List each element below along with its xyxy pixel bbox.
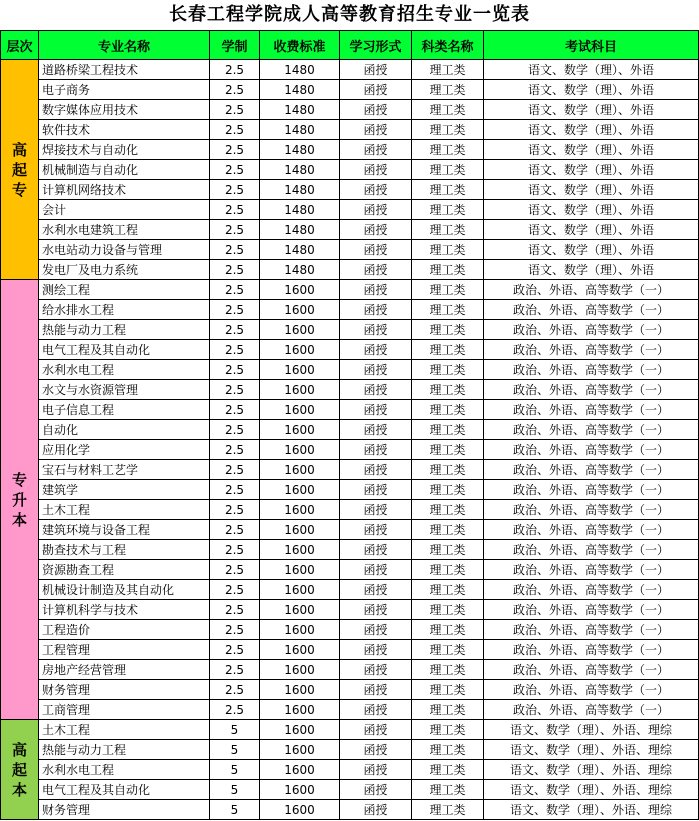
- table-row: [1, 580, 699, 600]
- major-name-cell: 水文与水资源管理: [39, 380, 210, 400]
- exam-subjects-cell: 政治、外语、高等数学（一）: [484, 620, 699, 640]
- major-name-cell: 水利水电建筑工程: [39, 220, 210, 240]
- duration-cell: 5: [210, 800, 260, 820]
- fee-cell: 1480: [260, 260, 340, 280]
- category-cell: 理工类: [412, 360, 484, 380]
- category-cell: 理工类: [412, 740, 484, 760]
- category-cell: 理工类: [412, 520, 484, 540]
- study-mode-cell: 函授: [340, 260, 412, 280]
- major-name-cell: 电子商务: [39, 80, 210, 100]
- duration-cell: 2.5: [210, 420, 260, 440]
- table-row: [1, 600, 699, 620]
- table-row: [1, 500, 699, 520]
- fee-cell: 1600: [260, 340, 340, 360]
- exam-subjects-cell: 政治、外语、高等数学（一）: [484, 540, 699, 560]
- exam-subjects-cell: 语文、数学（理）、外语、理综: [484, 780, 699, 800]
- study-mode-cell: 函授: [340, 760, 412, 780]
- category-cell: 理工类: [412, 240, 484, 260]
- major-name-cell: 测绘工程: [39, 280, 210, 300]
- category-cell: 理工类: [412, 380, 484, 400]
- category-cell: 理工类: [412, 140, 484, 160]
- duration-cell: 2.5: [210, 540, 260, 560]
- exam-subjects-cell: 政治、外语、高等数学（一）: [484, 400, 699, 420]
- duration-cell: 2.5: [210, 580, 260, 600]
- level-zhuan-sheng-ben: [1, 280, 39, 720]
- duration-cell: 2.5: [210, 680, 260, 700]
- fee-cell: 1600: [260, 520, 340, 540]
- table-row: [1, 800, 699, 820]
- category-cell: 理工类: [412, 800, 484, 820]
- duration-cell: 2.5: [210, 320, 260, 340]
- table-row: [1, 300, 699, 320]
- exam-subjects-cell: 语文、数学（理）、外语: [484, 260, 699, 280]
- study-mode-cell: 函授: [340, 520, 412, 540]
- header-exam-subjects: 考试科目: [484, 31, 699, 60]
- level-gao-qi-ben: [1, 720, 39, 820]
- level-label: 高起专: [11, 140, 27, 199]
- major-name-cell: 机械制造与自动化: [39, 160, 210, 180]
- category-cell: 理工类: [412, 600, 484, 620]
- study-mode-cell: 函授: [340, 660, 412, 680]
- header-major-name: 专业名称: [39, 31, 210, 60]
- study-mode-cell: 函授: [340, 80, 412, 100]
- exam-subjects-cell: 政治、外语、高等数学（一）: [484, 460, 699, 480]
- exam-subjects-cell: 语文、数学（理）、外语: [484, 60, 699, 80]
- table-row: [1, 460, 699, 480]
- study-mode-cell: 函授: [340, 560, 412, 580]
- exam-subjects-cell: 语文、数学（理）、外语: [484, 80, 699, 100]
- category-cell: 理工类: [412, 160, 484, 180]
- category-cell: 理工类: [412, 60, 484, 80]
- exam-subjects-cell: 政治、外语、高等数学（一）: [484, 280, 699, 300]
- study-mode-cell: 函授: [340, 220, 412, 240]
- table-row: [1, 220, 699, 240]
- table-row: [1, 360, 699, 380]
- major-name-cell: 应用化学: [39, 440, 210, 460]
- fee-cell: 1600: [260, 360, 340, 380]
- majors-table: [0, 30, 699, 820]
- duration-cell: 2.5: [210, 620, 260, 640]
- major-name-cell: 计算机网络技术: [39, 180, 210, 200]
- study-mode-cell: 函授: [340, 680, 412, 700]
- category-cell: 理工类: [412, 80, 484, 100]
- study-mode-cell: 函授: [340, 320, 412, 340]
- exam-subjects-cell: 语文、数学（理）、外语、理综: [484, 740, 699, 760]
- table-row: [1, 280, 699, 300]
- study-mode-cell: 函授: [340, 160, 412, 180]
- table-row: [1, 720, 699, 740]
- category-cell: 理工类: [412, 440, 484, 460]
- duration-cell: 2.5: [210, 400, 260, 420]
- major-name-cell: 自动化: [39, 420, 210, 440]
- fee-cell: 1600: [260, 640, 340, 660]
- fee-cell: 1600: [260, 600, 340, 620]
- major-name-cell: 电气工程及其自动化: [39, 780, 210, 800]
- fee-cell: 1600: [260, 420, 340, 440]
- table-row: [1, 120, 699, 140]
- header-row: [1, 31, 699, 60]
- category-cell: 理工类: [412, 620, 484, 640]
- fee-cell: 1600: [260, 300, 340, 320]
- major-name-cell: 计算机科学与技术: [39, 600, 210, 620]
- table-row: [1, 760, 699, 780]
- duration-cell: 2.5: [210, 200, 260, 220]
- major-name-cell: 工程管理: [39, 640, 210, 660]
- duration-cell: 2.5: [210, 80, 260, 100]
- study-mode-cell: 函授: [340, 780, 412, 800]
- study-mode-cell: 函授: [340, 340, 412, 360]
- table-row: [1, 740, 699, 760]
- level-label: 专升本: [11, 470, 27, 529]
- table-row: [1, 660, 699, 680]
- major-name-cell: 资源勘查工程: [39, 560, 210, 580]
- duration-cell: 2.5: [210, 520, 260, 540]
- study-mode-cell: 函授: [340, 300, 412, 320]
- table-row: [1, 480, 699, 500]
- exam-subjects-cell: 语文、数学（理）、外语、理综: [484, 720, 699, 740]
- exam-subjects-cell: 政治、外语、高等数学（一）: [484, 440, 699, 460]
- fee-cell: 1600: [260, 320, 340, 340]
- study-mode-cell: 函授: [340, 720, 412, 740]
- major-name-cell: 电子信息工程: [39, 400, 210, 420]
- major-name-cell: 数字媒体应用技术: [39, 100, 210, 120]
- study-mode-cell: 函授: [340, 740, 412, 760]
- fee-cell: 1600: [260, 760, 340, 780]
- category-cell: 理工类: [412, 560, 484, 580]
- duration-cell: 2.5: [210, 120, 260, 140]
- table-row: [1, 60, 699, 80]
- header-study-mode: 学习形式: [340, 31, 412, 60]
- fee-cell: 1600: [260, 660, 340, 680]
- exam-subjects-cell: 政治、外语、高等数学（一）: [484, 560, 699, 580]
- table-row: [1, 440, 699, 460]
- major-name-cell: 工程造价: [39, 620, 210, 640]
- category-cell: 理工类: [412, 200, 484, 220]
- duration-cell: 2.5: [210, 360, 260, 380]
- table-row: [1, 340, 699, 360]
- level-gao-qi-zhuan: [1, 60, 39, 280]
- fee-cell: 1600: [260, 680, 340, 700]
- fee-cell: 1600: [260, 620, 340, 640]
- duration-cell: 2.5: [210, 240, 260, 260]
- fee-cell: 1600: [260, 500, 340, 520]
- major-name-cell: 水利水电工程: [39, 760, 210, 780]
- fee-cell: 1600: [260, 480, 340, 500]
- fee-cell: 1480: [260, 140, 340, 160]
- fee-cell: 1600: [260, 440, 340, 460]
- fee-cell: 1600: [260, 720, 340, 740]
- duration-cell: 2.5: [210, 280, 260, 300]
- exam-subjects-cell: 政治、外语、高等数学（一）: [484, 680, 699, 700]
- page-title: 长春工程学院成人高等教育招生专业一览表: [169, 4, 530, 25]
- major-name-cell: 财务管理: [39, 680, 210, 700]
- table-row: [1, 240, 699, 260]
- table-row: [1, 100, 699, 120]
- study-mode-cell: 函授: [340, 640, 412, 660]
- major-name-cell: 给水排水工程: [39, 300, 210, 320]
- category-cell: 理工类: [412, 180, 484, 200]
- duration-cell: 2.5: [210, 260, 260, 280]
- table-row: [1, 640, 699, 660]
- exam-subjects-cell: 语文、数学（理）、外语: [484, 220, 699, 240]
- exam-subjects-cell: 政治、外语、高等数学（一）: [484, 580, 699, 600]
- study-mode-cell: 函授: [340, 200, 412, 220]
- category-cell: 理工类: [412, 480, 484, 500]
- study-mode-cell: 函授: [340, 240, 412, 260]
- study-mode-cell: 函授: [340, 440, 412, 460]
- fee-cell: 1600: [260, 540, 340, 560]
- fee-cell: 1480: [260, 120, 340, 140]
- duration-cell: 2.5: [210, 480, 260, 500]
- study-mode-cell: 函授: [340, 700, 412, 720]
- duration-cell: 2.5: [210, 340, 260, 360]
- duration-cell: 5: [210, 740, 260, 760]
- major-name-cell: 宝石与材料工艺学: [39, 460, 210, 480]
- category-cell: 理工类: [412, 220, 484, 240]
- exam-subjects-cell: 政治、外语、高等数学（一）: [484, 700, 699, 720]
- major-name-cell: 水电站动力设备与管理: [39, 240, 210, 260]
- major-name-cell: 建筑环境与设备工程: [39, 520, 210, 540]
- exam-subjects-cell: 政治、外语、高等数学（一）: [484, 500, 699, 520]
- major-name-cell: 发电厂及电力系统: [39, 260, 210, 280]
- study-mode-cell: 函授: [340, 100, 412, 120]
- category-cell: 理工类: [412, 500, 484, 520]
- duration-cell: 2.5: [210, 460, 260, 480]
- duration-cell: 2.5: [210, 600, 260, 620]
- fee-cell: 1600: [260, 560, 340, 580]
- duration-cell: 2.5: [210, 500, 260, 520]
- duration-cell: 2.5: [210, 300, 260, 320]
- exam-subjects-cell: 政治、外语、高等数学（一）: [484, 660, 699, 680]
- study-mode-cell: 函授: [340, 180, 412, 200]
- exam-subjects-cell: 政治、外语、高等数学（一）: [484, 360, 699, 380]
- category-cell: 理工类: [412, 760, 484, 780]
- exam-subjects-cell: 政治、外语、高等数学（一）: [484, 300, 699, 320]
- table-row: [1, 260, 699, 280]
- duration-cell: 2.5: [210, 440, 260, 460]
- fee-cell: 1480: [260, 80, 340, 100]
- category-cell: 理工类: [412, 720, 484, 740]
- study-mode-cell: 函授: [340, 280, 412, 300]
- fee-cell: 1600: [260, 800, 340, 820]
- exam-subjects-cell: 语文、数学（理）、外语: [484, 180, 699, 200]
- table-row: [1, 540, 699, 560]
- study-mode-cell: 函授: [340, 140, 412, 160]
- exam-subjects-cell: 政治、外语、高等数学（一）: [484, 640, 699, 660]
- study-mode-cell: 函授: [340, 460, 412, 480]
- exam-subjects-cell: 政治、外语、高等数学（一）: [484, 420, 699, 440]
- fee-cell: 1480: [260, 220, 340, 240]
- duration-cell: 2.5: [210, 160, 260, 180]
- fee-cell: 1480: [260, 160, 340, 180]
- exam-subjects-cell: 语文、数学（理）、外语、理综: [484, 760, 699, 780]
- fee-cell: 1600: [260, 580, 340, 600]
- study-mode-cell: 函授: [340, 600, 412, 620]
- table-row: [1, 620, 699, 640]
- category-cell: 理工类: [412, 280, 484, 300]
- study-mode-cell: 函授: [340, 120, 412, 140]
- table-row: [1, 560, 699, 580]
- table-row: [1, 180, 699, 200]
- duration-cell: 2.5: [210, 380, 260, 400]
- fee-cell: 1480: [260, 60, 340, 80]
- major-name-cell: 道路桥梁工程技术: [39, 60, 210, 80]
- study-mode-cell: 函授: [340, 60, 412, 80]
- exam-subjects-cell: 语文、数学（理）、外语、理综: [484, 800, 699, 820]
- major-name-cell: 机械设计制造及其自动化: [39, 580, 210, 600]
- fee-cell: 1600: [260, 780, 340, 800]
- header-duration: 学制: [210, 31, 260, 60]
- major-name-cell: 土木工程: [39, 500, 210, 520]
- study-mode-cell: 函授: [340, 420, 412, 440]
- exam-subjects-cell: 政治、外语、高等数学（一）: [484, 600, 699, 620]
- header-category: 科类名称: [412, 31, 484, 60]
- fee-cell: 1480: [260, 200, 340, 220]
- duration-cell: 2.5: [210, 180, 260, 200]
- major-name-cell: 热能与动力工程: [39, 320, 210, 340]
- table-row: [1, 200, 699, 220]
- category-cell: 理工类: [412, 700, 484, 720]
- category-cell: 理工类: [412, 340, 484, 360]
- major-name-cell: 财务管理: [39, 800, 210, 820]
- major-name-cell: 土木工程: [39, 720, 210, 740]
- duration-cell: 2.5: [210, 60, 260, 80]
- duration-cell: 2.5: [210, 140, 260, 160]
- category-cell: 理工类: [412, 300, 484, 320]
- major-name-cell: 工商管理: [39, 700, 210, 720]
- duration-cell: 2.5: [210, 700, 260, 720]
- study-mode-cell: 函授: [340, 620, 412, 640]
- table-row: [1, 140, 699, 160]
- table-row: [1, 520, 699, 540]
- category-cell: 理工类: [412, 640, 484, 660]
- study-mode-cell: 函授: [340, 500, 412, 520]
- major-name-cell: 电气工程及其自动化: [39, 340, 210, 360]
- fee-cell: 1600: [260, 460, 340, 480]
- exam-subjects-cell: 政治、外语、高等数学（一）: [484, 320, 699, 340]
- table-body: [1, 60, 699, 820]
- major-name-cell: 焊接技术与自动化: [39, 140, 210, 160]
- fee-cell: 1600: [260, 380, 340, 400]
- header-fee: 收费标准: [260, 31, 340, 60]
- fee-cell: 1480: [260, 100, 340, 120]
- category-cell: 理工类: [412, 540, 484, 560]
- study-mode-cell: 函授: [340, 360, 412, 380]
- exam-subjects-cell: 语文、数学（理）、外语: [484, 240, 699, 260]
- major-name-cell: 房地产经营管理: [39, 660, 210, 680]
- exam-subjects-cell: 语文、数学（理）、外语: [484, 120, 699, 140]
- table-row: [1, 160, 699, 180]
- category-cell: 理工类: [412, 680, 484, 700]
- duration-cell: 5: [210, 720, 260, 740]
- category-cell: 理工类: [412, 460, 484, 480]
- category-cell: 理工类: [412, 120, 484, 140]
- category-cell: 理工类: [412, 320, 484, 340]
- major-name-cell: 水利水电工程: [39, 360, 210, 380]
- table-row: [1, 420, 699, 440]
- table-row: [1, 700, 699, 720]
- major-name-cell: 软件技术: [39, 120, 210, 140]
- category-cell: 理工类: [412, 780, 484, 800]
- fee-cell: 1600: [260, 700, 340, 720]
- duration-cell: 5: [210, 760, 260, 780]
- exam-subjects-cell: 政治、外语、高等数学（一）: [484, 380, 699, 400]
- fee-cell: 1600: [260, 740, 340, 760]
- study-mode-cell: 函授: [340, 540, 412, 560]
- fee-cell: 1480: [260, 180, 340, 200]
- study-mode-cell: 函授: [340, 480, 412, 500]
- table-row: [1, 400, 699, 420]
- fee-cell: 1480: [260, 240, 340, 260]
- table-row: [1, 780, 699, 800]
- exam-subjects-cell: 政治、外语、高等数学（一）: [484, 520, 699, 540]
- duration-cell: 5: [210, 780, 260, 800]
- duration-cell: 2.5: [210, 660, 260, 680]
- level-label: 高起本: [11, 740, 27, 799]
- category-cell: 理工类: [412, 420, 484, 440]
- exam-subjects-cell: 语文、数学（理）、外语: [484, 160, 699, 180]
- duration-cell: 2.5: [210, 560, 260, 580]
- table-row: [1, 380, 699, 400]
- exam-subjects-cell: 语文、数学（理）、外语: [484, 140, 699, 160]
- exam-subjects-cell: 政治、外语、高等数学（一）: [484, 480, 699, 500]
- table-row: [1, 80, 699, 100]
- header-level: 层次: [1, 31, 39, 60]
- table-row: [1, 680, 699, 700]
- major-name-cell: 会计: [39, 200, 210, 220]
- exam-subjects-cell: 语文、数学（理）、外语: [484, 100, 699, 120]
- study-mode-cell: 函授: [340, 800, 412, 820]
- study-mode-cell: 函授: [340, 400, 412, 420]
- category-cell: 理工类: [412, 260, 484, 280]
- category-cell: 理工类: [412, 660, 484, 680]
- major-name-cell: 建筑学: [39, 480, 210, 500]
- duration-cell: 2.5: [210, 100, 260, 120]
- fee-cell: 1600: [260, 400, 340, 420]
- category-cell: 理工类: [412, 580, 484, 600]
- major-name-cell: 勘查技术与工程: [39, 540, 210, 560]
- category-cell: 理工类: [412, 400, 484, 420]
- major-name-cell: 热能与动力工程: [39, 740, 210, 760]
- exam-subjects-cell: 政治、外语、高等数学（一）: [484, 340, 699, 360]
- fee-cell: 1600: [260, 280, 340, 300]
- study-mode-cell: 函授: [340, 380, 412, 400]
- table-row: [1, 320, 699, 340]
- exam-subjects-cell: 语文、数学（理）、外语: [484, 200, 699, 220]
- study-mode-cell: 函授: [340, 580, 412, 600]
- category-cell: 理工类: [412, 100, 484, 120]
- duration-cell: 2.5: [210, 220, 260, 240]
- duration-cell: 2.5: [210, 640, 260, 660]
